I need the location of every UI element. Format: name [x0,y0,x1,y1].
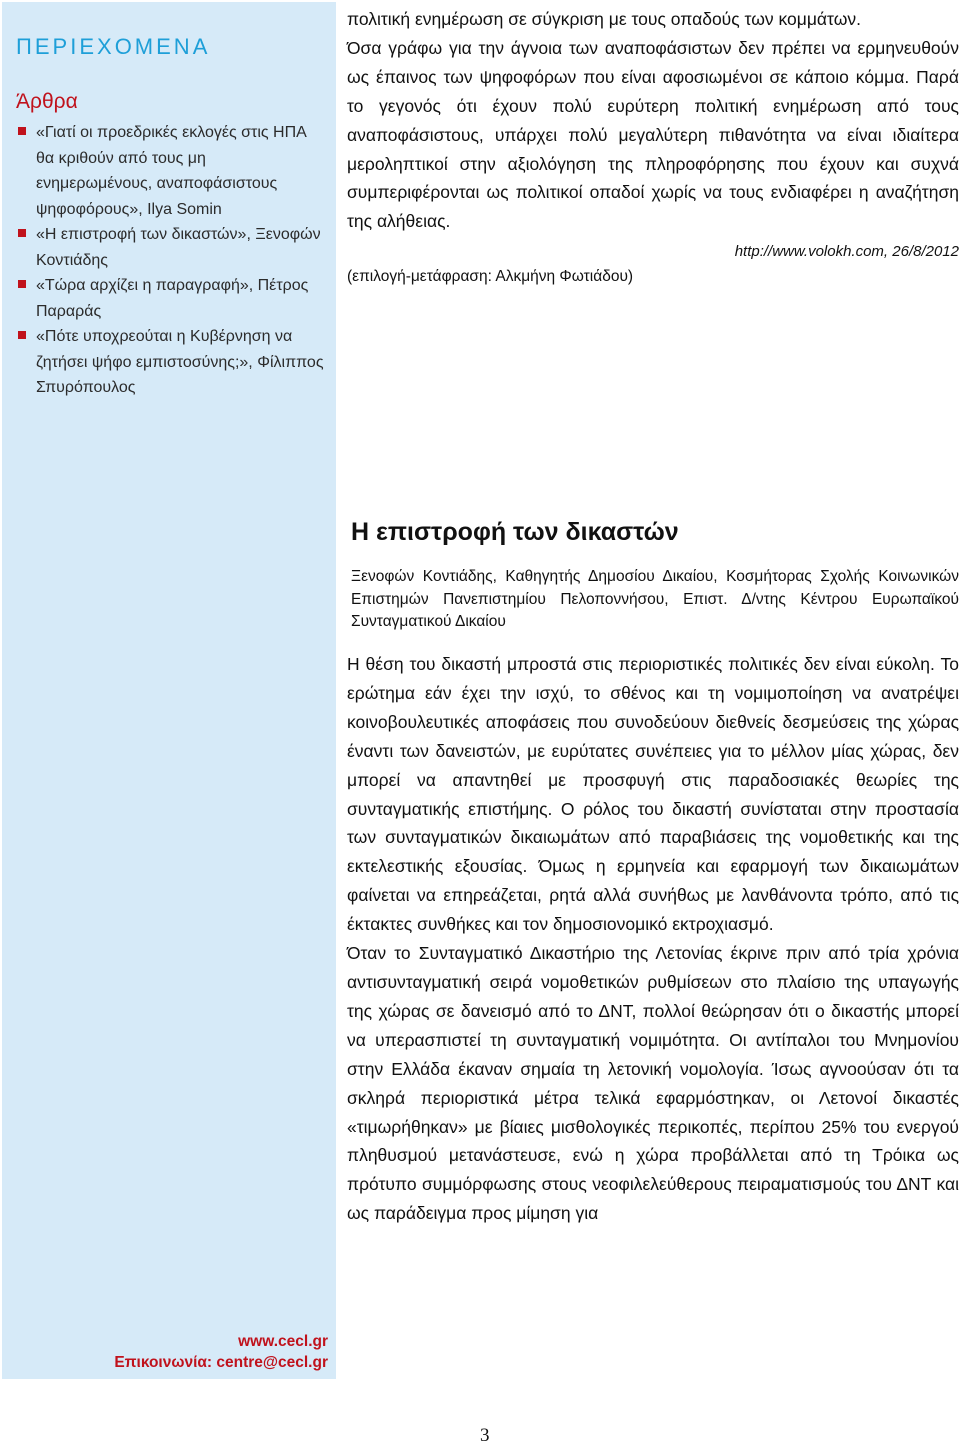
toc-item[interactable] [16,324,326,401]
article-body [347,650,959,1228]
toc-item-text: «Πότε υποχρεούται η Κυβέρνηση να ζητήσει ψήφο εμπιστοσύνης;», Φίλιππος Σπυρόπουλος [36,328,324,396]
sidebar-section-heading: Άρθρα [16,90,78,113]
square-bullet-icon [18,229,26,237]
table-of-contents [16,120,326,401]
toc-item-text: «Η επιστροφή των δικαστών», Ξενοφών Κοντιάδης [36,226,321,269]
sidebar [2,2,336,1379]
website-link[interactable]: www.cecl.gr [238,1333,328,1350]
toc-item[interactable] [16,222,326,273]
toc-item-text: «Τώρα αρχίζει η παραγραφή», Πέτρος Παραράς [36,277,309,320]
translator-credit: (επιλογή-μετάφραση: Αλκμήνη Φωτιάδου) [347,268,634,286]
article-title: Η επιστροφή των δικαστών [351,518,679,546]
sidebar-title: ΠΕΡΙΕΧΟΜΕΝΑ [16,34,211,59]
sidebar-footer [114,1331,328,1373]
paragraph: Όσα γράφω για την άγνοια των αναποφάσιστων δεν πρέπει να ερμηνευθούν ως έπαινος των ψηφοφόρων που είναι αφοσιωμένοι σε κάποιο κόμμα. Παρά το γεγονός ότι έχουν πολύ ευρύτερη πολιτική ενημέρωση από τους αναποφάσιστους, υπάρχει πολύ μεγαλύτερη πιθανότητα να είναι ιδιαίτερα μεροληπτικοί στην αξιολόγηση της πληροφόρησης που έχουν και συχνά συμπεριφέρονται ως πολιτικοί οπαδοί χωρίς να τους ενδιαφέρει η αναζήτηση της αλήθειας. [347,37,959,232]
square-bullet-icon [18,127,26,135]
toc-item[interactable] [16,273,326,324]
square-bullet-icon [18,331,26,339]
contact-email[interactable]: Επικοινωνία: centre@cecl.gr [114,1354,328,1371]
page-number: 3 [480,1425,490,1446]
paragraph: Όταν το Συνταγματικό Δικαστήριο της Λετονίας έκρινε πριν από τρία χρόνια αντισυνταγματική σειρά νομοθετικών ρυθμίσεων στο πλαίσιο της υπαγωγής της χώρας σε δανεισμό από το ΔΝΤ, πολλοί θεώρησαν ότι ο δικαστής μπορεί να υπερασπιστεί τη συνταγματική νομιμότητα. Οι αντίπαλοι του Μνημονίου στην Ελλάδα έκαναν σημαία τη λετονική νομολογία. Ίσως αγνοούσαν ότι τα σκληρά περιοριστικά μέτρα τελικά εφαρμόστηκαν, οι Λετονοί δικαστές «τιμωρήθηκαν» με βίαιες μισθολογικές περικοπές, περίπου 25% του ενεργού πληθυσμού μετανάστευσε, ενώ η χώρα προβάλλεται από τη Τρόικα ως πρότυπο συμμόρφωσης στους νεοφιλελεύθερους πειραματισμούς του ΔΝΤ και ως παράδειγμα προς μίμηση για [347,943,959,1224]
toc-item[interactable] [16,120,326,222]
top-article-continuation [347,5,959,288]
paragraph: πολιτική ενημέρωση σε σύγκριση με τους οπαδούς των κομμάτων. [347,9,861,29]
toc-item-text: «Γιατί οι προεδρικές εκλογές στις ΗΠΑ θα κριθούν από τους μη ενημερωμένους, αναποφάσιστους ψηφοφόρους», Ilya Somin [36,124,306,218]
paragraph: Η θέση του δικαστή μπροστά στις περιοριστικές πολιτικές δεν είναι εύκολη. Το ερώτημα εάν έχει την ισχύ, το σθένος και τη νομιμοποίηση να ανατρέψει κοινοβουλευτικές αποφάσεις που συνοδεύουν διεθνείς δεσμεύσεις της χώρας έναντι των δανειστών, με ευρύτατες συνέπειες για το μέλλον μίας χώρας, δεν μπορεί να απαντηθεί με προσφυγή στις παραδοσιακές θεωρίες της συνταγματικής επιστήμης. Ο ρόλος του δικαστή συνίσταται στην προστασία των συνταγματικών δικαιωμάτων από παραβιάσεις της νομοθετικής και της εκτελεστικής εξουσίας. Όμως η ερμηνεία και εφαρμογή των δικαιωμάτων φαίνεται να επηρεάζεται, ρητά αλλά συνήθως με λανθάνοντα τρόπο, από τις έκτακτες συνθήκες και τον δημοσιονομικό εκτροχιασμό. [347,654,959,935]
source-link[interactable]: http://www.volokh.com, 26/8/2012 [734,243,959,261]
square-bullet-icon [18,280,26,288]
article-author: Ξενοφών Κοντιάδης, Καθηγητής Δημοσίου Δικαίου, Κοσμήτορας Σχολής Κοινωνικών Επιστημών Πανεπιστημίου Πελοποννήσου, Επιστ. Δ/ντης Κέντρου Ευρωπαϊκού Συνταγματικού Δικαίου [351,568,959,630]
